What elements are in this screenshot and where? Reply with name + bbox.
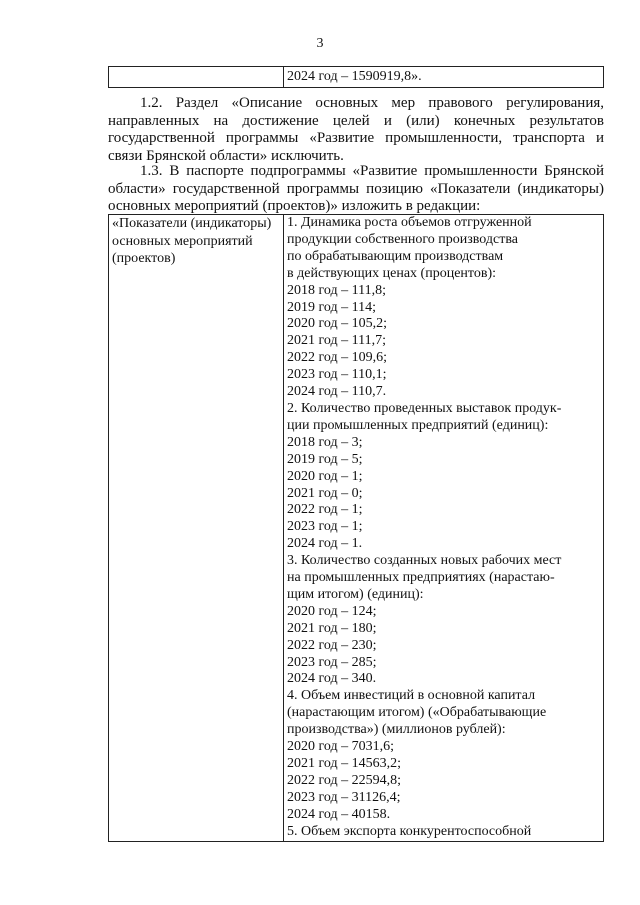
indicators-table <box>108 214 604 842</box>
indicator-value-line: 2019 год – 5; <box>287 451 363 467</box>
indicator-label-line: «Показатели (индикаторы) <box>112 216 272 231</box>
indicator-value-line: 2020 год – 1; <box>287 468 363 484</box>
table-row <box>109 215 604 842</box>
indicator-value-line: 2023 год – 110,1; <box>287 367 387 383</box>
indicator-value-line: 3. Количество созданных новых рабочих мест <box>287 553 562 569</box>
indicator-value-line: 2023 год – 31126,4; <box>287 789 401 805</box>
page-number: 3 <box>316 36 324 51</box>
indicator-value-line: 2024 год – 1. <box>287 536 363 552</box>
paragraph-1-3: 1.3. В паспорте подпрограммы «Развитие промышленности Брянской области» государственной программы позицию «Показатели (индикаторы) основных мероприятий (проектов)» изложить в редакции: <box>108 163 604 214</box>
indicator-value-line: 2. Количество проведенных выставок продук- <box>287 400 562 416</box>
indicator-value-line: 2022 год – 230; <box>287 637 377 653</box>
indicator-value-line: по обрабатывающим производствам <box>287 248 504 264</box>
indicator-value-line: 4. Объем инвестиций в основной капитал <box>287 688 536 704</box>
indicator-value-line: 2019 год – 114; <box>287 299 376 315</box>
indicator-value-line: щим итогом) (единиц): <box>287 586 424 602</box>
indicator-value-line: 2022 год – 22594,8; <box>287 772 402 788</box>
paragraph-1-2: 1.2. Раздел «Описание основных мер правового регулирования, направленных на достижение целей и (или) конечных результатов государственной программы «Развитие промышленности, транспорта и связи Брянской области» исключить. <box>108 95 604 164</box>
indicator-value-line: 2023 год – 285; <box>287 654 377 670</box>
indicator-value-line: 2018 год – 111,8; <box>287 282 386 298</box>
indicator-value-line: производства») (миллионов рублей): <box>287 722 506 738</box>
indicator-value-line: 2022 год – 1; <box>287 502 363 518</box>
indicator-value-line: 2020 год – 105,2; <box>287 316 388 332</box>
indicators-label-cell <box>109 215 284 842</box>
indicator-value-line: 2024 год – 110,7. <box>287 384 387 400</box>
indicator-value-line: 2024 год – 340. <box>287 671 377 687</box>
continuation-table <box>108 66 604 88</box>
indicator-value-line: 2021 год – 0; <box>287 485 363 501</box>
indicator-value-line: 2022 год – 109,6; <box>287 350 388 366</box>
indicator-value-line: 1. Динамика роста объемов отгруженной <box>287 215 532 230</box>
indicator-label-line: основных мероприятий <box>112 233 253 249</box>
indicator-label-line: (проектов) <box>112 251 176 266</box>
indicator-value-line: продукции собственного производства <box>287 231 518 247</box>
indicator-value-line: 2018 год – 3; <box>287 434 363 450</box>
table-cell-left <box>109 67 284 88</box>
table-row <box>109 67 604 88</box>
indicators-values-cell <box>284 215 604 842</box>
indicator-value-line: 2021 год – 180; <box>287 620 377 636</box>
table-cell-right: 2024 год – 1590919,8». <box>284 67 604 88</box>
indicator-value-line: 2021 год – 111,7; <box>287 333 386 349</box>
indicator-value-line: 2020 год – 7031,6; <box>287 739 395 755</box>
indicator-value-line: в действующих ценах (процентов): <box>287 265 496 281</box>
indicator-value-line: 5. Объем экспорта конкурентоспособной <box>287 823 532 839</box>
indicator-value-line: 2024 год – 40158. <box>287 806 391 822</box>
indicator-value-line: 2020 год – 124; <box>287 603 377 619</box>
indicator-value-line: на промышленных предприятиях (нарастаю- <box>287 570 555 586</box>
indicator-value-line: ции промышленных предприятий (единиц): <box>287 417 549 433</box>
indicator-value-line: 2023 год – 1; <box>287 519 363 535</box>
indicator-value-line: (нарастающим итогом) («Обрабатывающие <box>287 705 547 721</box>
indicator-value-line: 2021 год – 14563,2; <box>287 756 402 771</box>
